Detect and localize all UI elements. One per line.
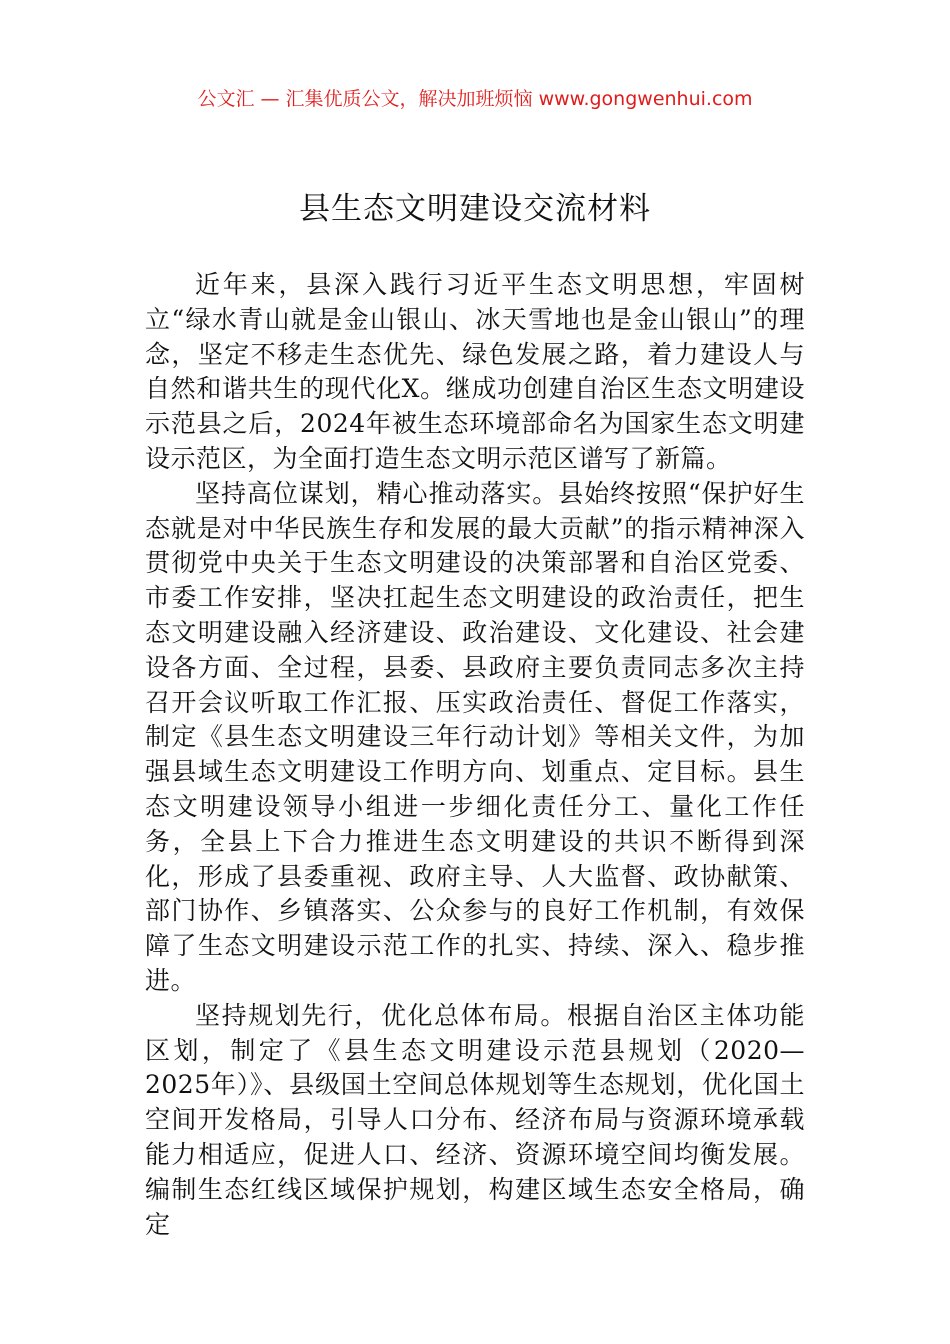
paragraph-planning-first: 坚持规划先行，优化总体布局。根据自治区主体功能区划，制定了《县生态文明建设示范县规划（2020—2025年）》、县级国土空间总体规划等生态规划，优化国土空间开发格局，引导人口分布、经济布局与资源环境承载能力相适应，促进人口、经济、资源环境空间均衡发展。编制生态红线区域保护规划，构建区域生态安全格局，确定 — [145, 1000, 805, 1239]
paragraph-high-level-planning: 坚持高位谋划，精心推动落实。县始终按照“保护好生态就是对中华民族生存和发展的最大贡献”的指示精神深入贯彻党中央关于生态文明建设的决策部署和自治区党委、市委工作安排，坚决扛起生态文明建设的政治责任，把生态文明建设融入经济建设、政治建设、文化建设、社会建设各方面、全过程，县委、县政府主要负责同志多次主持召开会议听取工作汇报、压实政治责任、督促工作落实，制定《县生态文明建设三年行动计划》等相关文件，为加强县域生态文明建设工作明方向、划重点、定目标。县生态文明建设领导小组进一步细化责任分工、量化工作任务，全县上下合力推进生态文明建设的共识不断得到深化，形成了县委重视、政府主导、人大监督、政协献策、部门协作、乡镇落实、公众参与的良好工作机制，有效保障了生态文明建设示范工作的扎实、持续、深入、稳步推进。 — [145, 478, 805, 995]
document-title: 县生态文明建设交流材料 — [299, 191, 651, 227]
document-body — [145, 268, 805, 1242]
header-banner: 公文汇 — 汇集优质公文，解决加班烦恼 www.gongwenhui.com — [197, 88, 753, 110]
paragraph-intro: 近年来，县深入践行习近平生态文明思想，牢固树立“绿水青山就是金山银山、冰天雪地也是金山银山”的理念，坚定不移走生态优先、绿色发展之路，着力建设人与自然和谐共生的现代化X。继成功创建自治区生态文明建设示范县之后，2024年被生态环境部命名为国家生态文明建设示范区，为全面打造生态文明示范区谱写了新篇。 — [145, 270, 805, 473]
